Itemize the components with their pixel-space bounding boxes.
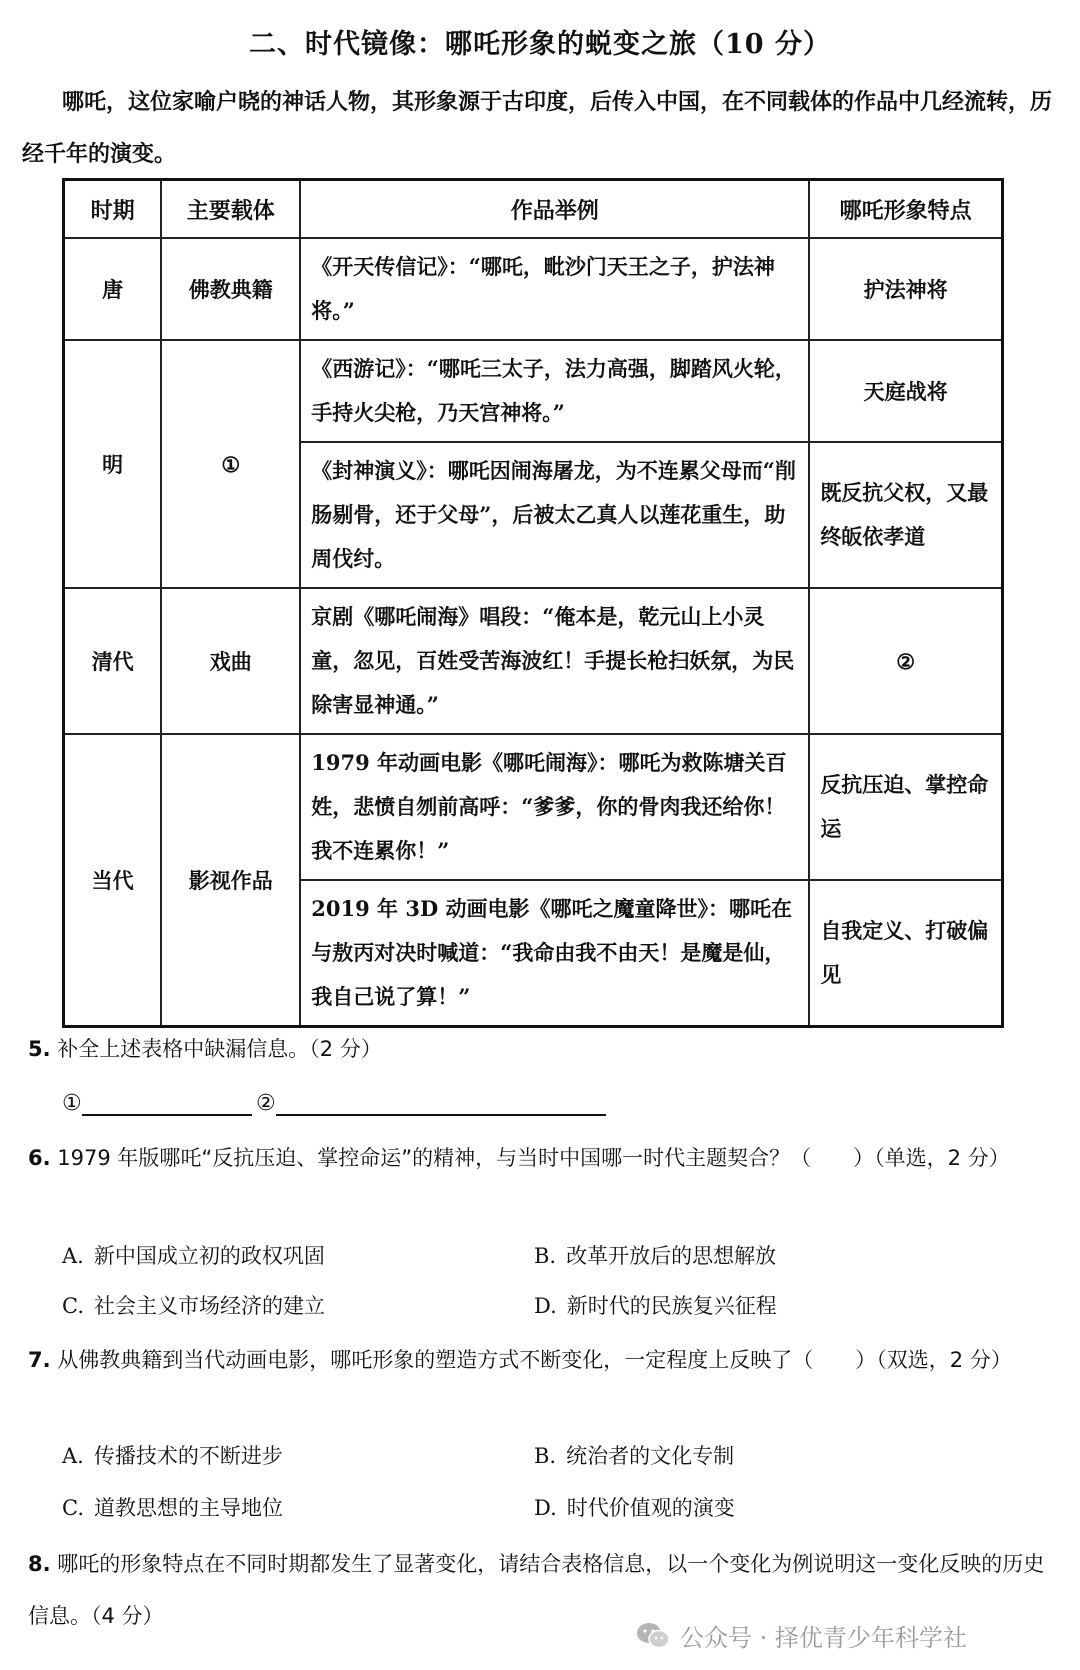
question-number: 6. <box>28 1146 51 1170</box>
question-text: 哪吒的形象特点在不同时期都发生了显著变化，请结合表格信息，以一个变化为例说明这一变化反映的历史信息。（4 分） <box>28 1552 1045 1628</box>
question-number: 8. <box>28 1552 51 1576</box>
q7-option-b[interactable] <box>534 1440 734 1470</box>
cell-feature: 护法神将 <box>809 238 1002 340</box>
q6-option-a[interactable] <box>62 1240 325 1270</box>
cell-period: 清代 <box>64 588 162 734</box>
header-carrier: 主要载体 <box>161 180 300 239</box>
option-label: A. <box>62 1244 84 1268</box>
question-number: 7. <box>28 1348 51 1372</box>
section-title: 二、时代镜像：哪吒形象的蜕变之旅（10 分） <box>249 29 831 60</box>
blank-marker: ① <box>62 1091 82 1116</box>
watermark-text: 公众号 · 择优青少年科学社 <box>680 1624 967 1652</box>
option-label: B. <box>534 1444 557 1468</box>
cell-work: 2019 年 3D 动画电影《哪吒之魔童降世》：哪吒在与敖丙对决时喊道：“我命由我不由天！是魔是仙，我自己说了算！” <box>300 880 809 1027</box>
option-text: 新中国成立初的政权巩固 <box>93 1244 325 1268</box>
cell-feature-blank-2: ② <box>809 588 1002 734</box>
cell-work: 《开天传信记》：“哪吒，毗沙门天王之子，护法神将。” <box>300 238 809 340</box>
question-text: 1979 年版哪吒“反抗压迫、掌控命运”的精神，与当时中国哪一时代主题契合？（ ）（单选，2 分） <box>57 1146 1010 1170</box>
cell-carrier: 戏曲 <box>161 588 300 734</box>
cell-feature: 既反抗父权，又最终皈依孝道 <box>809 442 1002 588</box>
cell-feature: 天庭战将 <box>809 340 1002 442</box>
question-7 <box>28 1334 1058 1386</box>
nezha-evolution-table <box>62 178 1004 1028</box>
q7-option-a[interactable] <box>62 1440 283 1470</box>
option-label: D. <box>534 1294 557 1318</box>
option-text: 统治者的文化专制 <box>566 1444 735 1468</box>
cell-feature: 自我定义、打破偏见 <box>809 880 1002 1027</box>
cell-carrier: 影视作品 <box>161 734 300 1027</box>
q7-option-c[interactable] <box>62 1492 283 1522</box>
question-number: 5. <box>28 1037 51 1061</box>
question-5 <box>28 1034 1058 1064</box>
option-label: D. <box>534 1496 557 1520</box>
option-text: 道教思想的主导地位 <box>94 1496 283 1520</box>
cell-feature: 反抗压迫、掌控命运 <box>809 734 1002 880</box>
blank-marker: ② <box>256 1091 276 1116</box>
cell-work: 京剧《哪吒闹海》唱段：“俺本是，乾元山上小灵童，忽见，百姓受苦海波红！手提长枪扫妖氛，为民除害显神通。” <box>300 588 809 734</box>
question-text: 补全上述表格中缺漏信息。（2 分） <box>57 1037 382 1061</box>
cell-period: 当代 <box>64 734 162 1027</box>
cell-work: 《西游记》：“哪吒三太子，法力高强，脚踏风火轮，手持火尖枪，乃天宫神将。” <box>300 340 809 442</box>
option-text: 传播技术的不断进步 <box>93 1444 283 1468</box>
option-text: 改革开放后的思想解放 <box>566 1244 777 1268</box>
cell-period: 唐 <box>64 238 162 340</box>
table-row <box>64 238 1003 340</box>
header-period: 时期 <box>64 180 162 239</box>
watermark <box>636 1618 967 1653</box>
table-row <box>64 734 1003 880</box>
q7-option-d[interactable] <box>534 1492 735 1522</box>
cell-work: 《封神演义》：哪吒因闹海屠龙，为不连累父母而“削肠剔骨，还于父母”，后被太乙真人以莲花重生，助周伐纣。 <box>300 442 809 588</box>
option-label: A. <box>62 1444 84 1468</box>
q6-option-b[interactable] <box>534 1240 776 1270</box>
option-text: 时代价值观的演变 <box>566 1496 735 1520</box>
cell-work: 1979 年动画电影《哪吒闹海》：哪吒为救陈塘关百姓，悲愤自刎前高呼：“爹爹，你的骨肉我还给你！我不连累你！” <box>300 734 809 880</box>
answer-blank-2[interactable] <box>256 1090 606 1116</box>
table-header-row <box>64 180 1003 239</box>
q6-option-d[interactable] <box>534 1290 777 1320</box>
intro-paragraph: 哪吒，这位家喻户晓的神话人物，其形象源于古印度，后传入中国，在不同载体的作品中几经流转，历经千年的演变。 <box>22 89 1053 167</box>
question-6 <box>28 1132 1058 1184</box>
header-feature: 哪吒形象特点 <box>809 180 1002 239</box>
answer-blank-1[interactable] <box>62 1090 252 1116</box>
option-text: 新时代的民族复兴征程 <box>566 1294 777 1318</box>
cell-carrier-blank-1: ① <box>161 340 300 588</box>
option-label: B. <box>534 1244 557 1268</box>
wechat-icon <box>636 1622 670 1650</box>
table-row <box>64 588 1003 734</box>
table-row <box>64 340 1003 442</box>
option-label: C. <box>62 1294 84 1318</box>
header-work: 作品举例 <box>300 180 809 239</box>
question-text: 从佛教典籍到当代动画电影，哪吒形象的塑造方式不断变化，一定程度上反映了（ ）（双选，2 分） <box>57 1348 1012 1372</box>
option-label: C. <box>62 1496 84 1520</box>
cell-carrier: 佛教典籍 <box>161 238 300 340</box>
cell-period: 明 <box>64 340 162 588</box>
option-text: 社会主义市场经济的建立 <box>94 1294 325 1318</box>
q6-option-c[interactable] <box>62 1290 325 1320</box>
